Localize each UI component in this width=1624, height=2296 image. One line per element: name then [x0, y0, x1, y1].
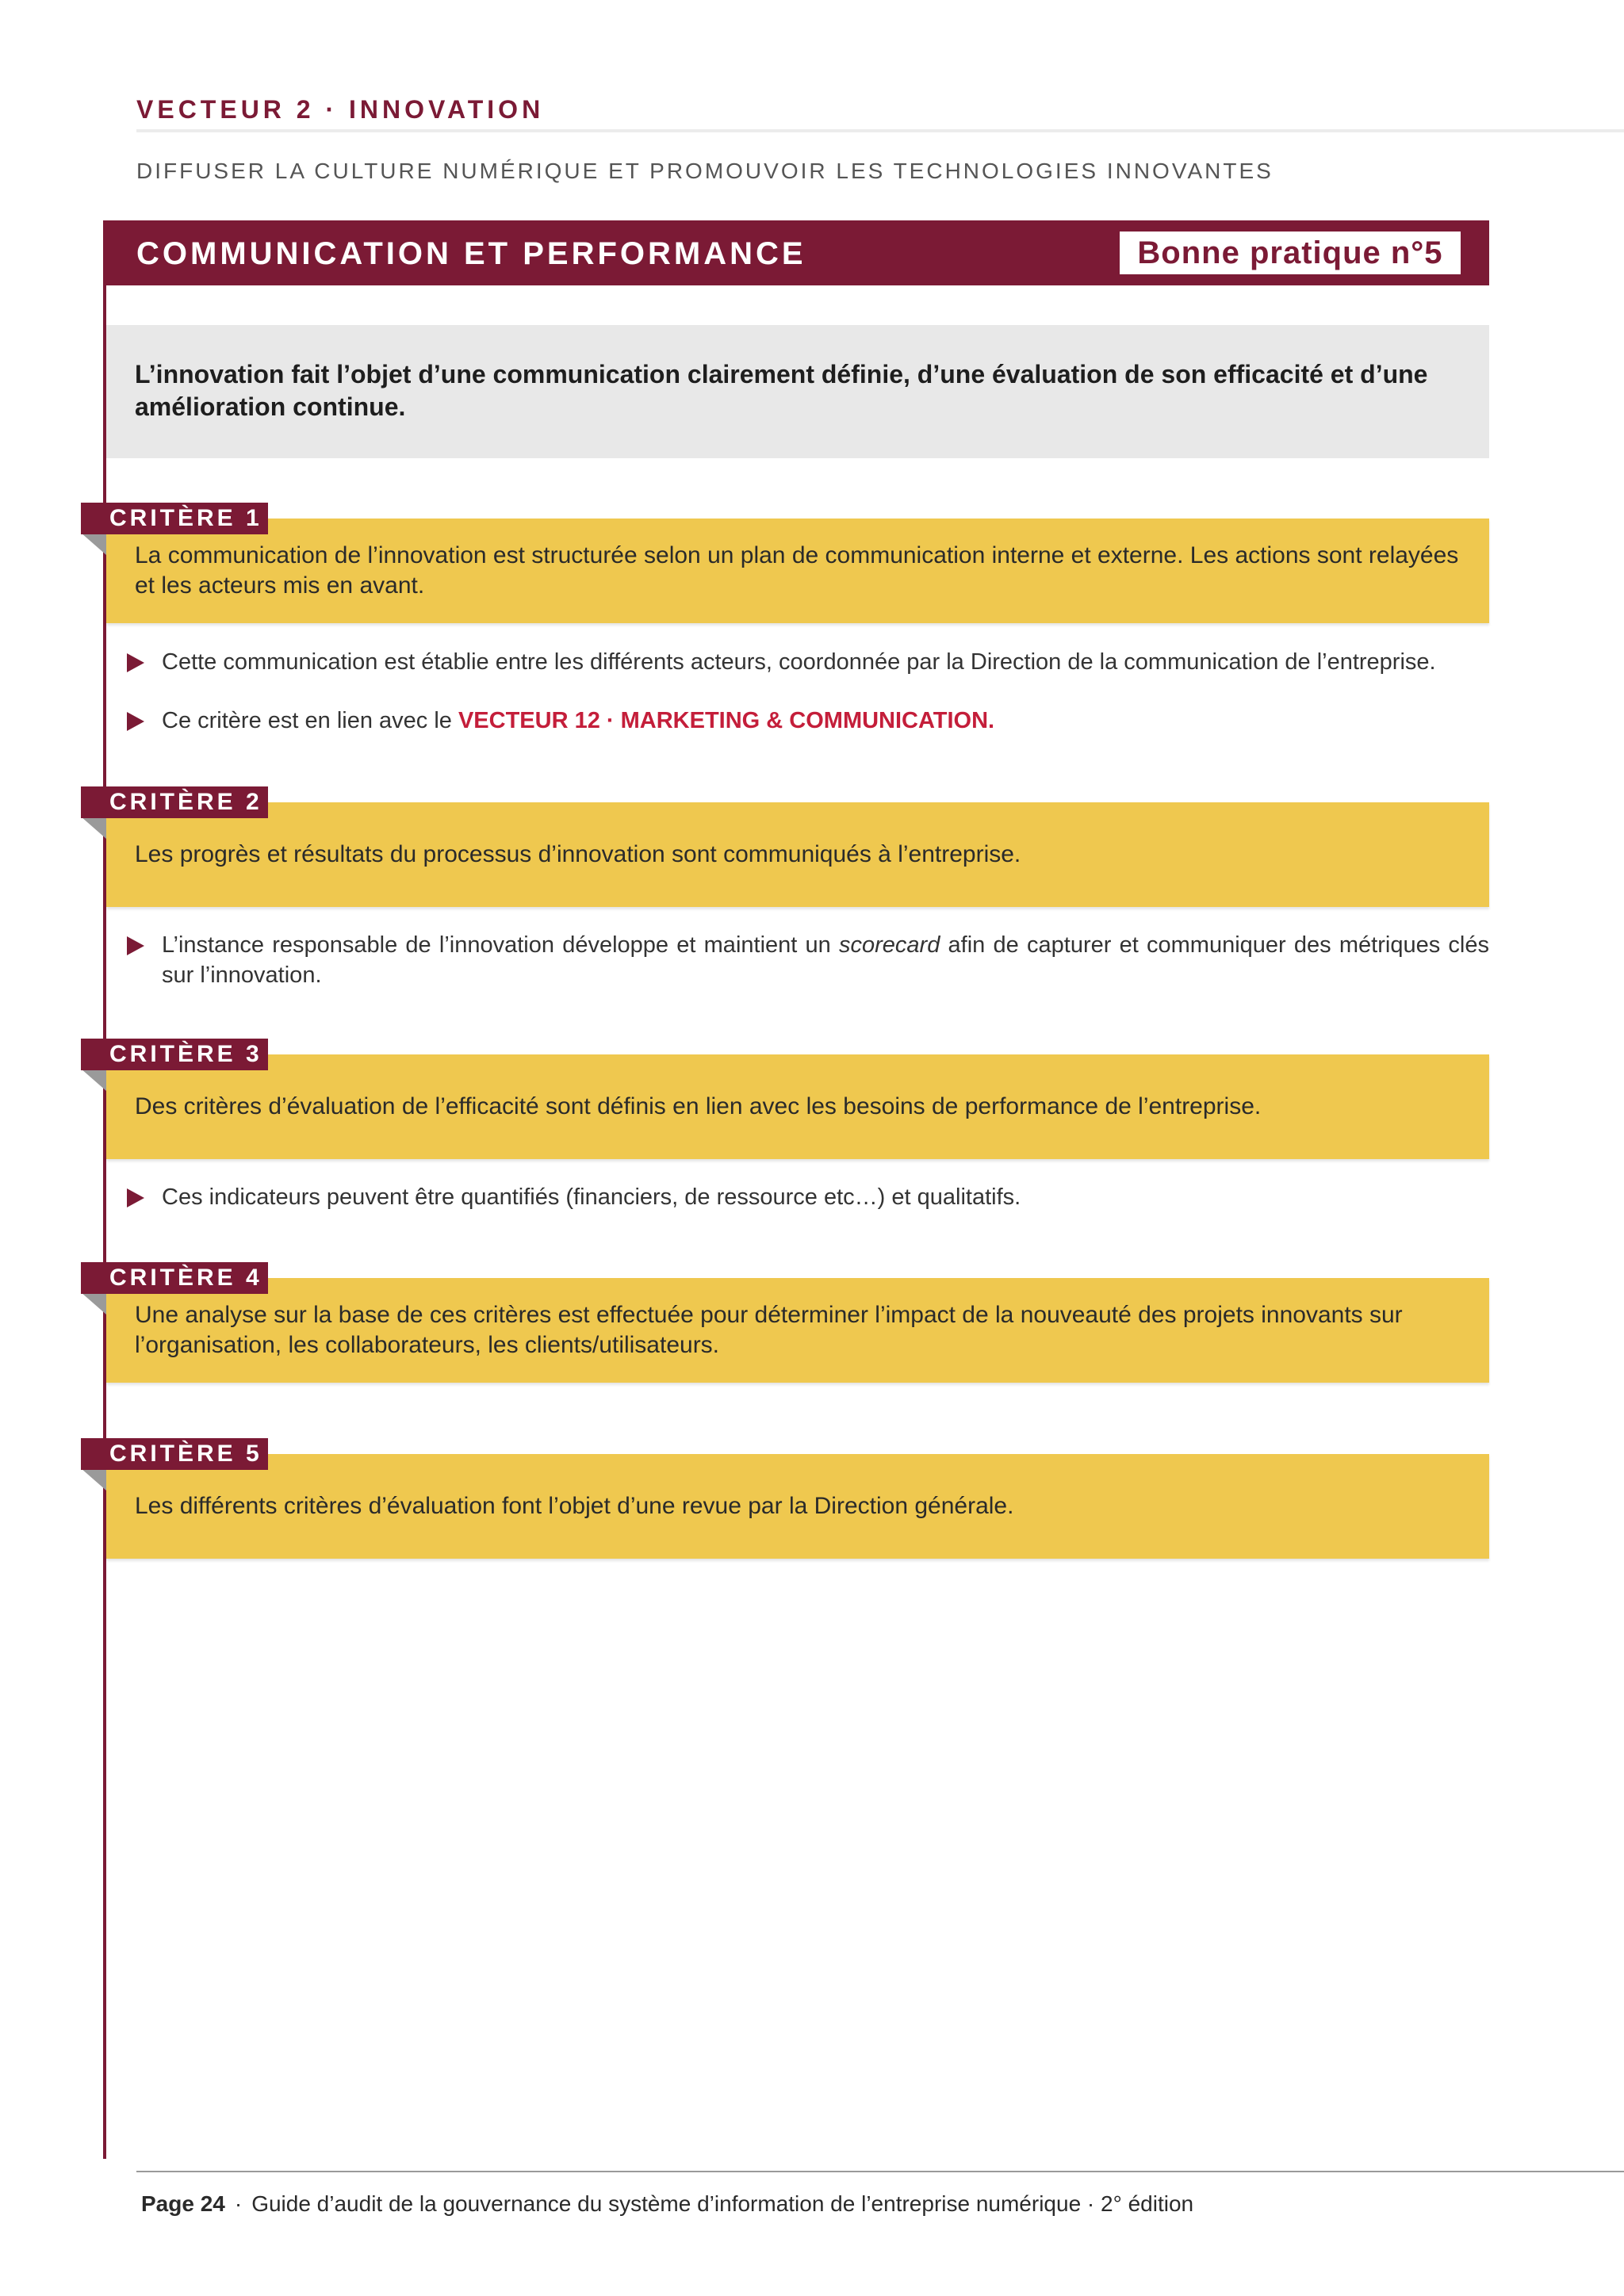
page-footer: [141, 2191, 1193, 2217]
criterion-2-bullet-1: [127, 930, 1489, 990]
header-divider: [136, 129, 1624, 132]
vecteur-12-link[interactable]: VECTEUR 12 · MARKETING & COMMUNICATION.: [458, 708, 995, 733]
criterion-tab-fold: [81, 817, 106, 839]
triangle-bullet-icon: [127, 1188, 144, 1207]
criterion-tab-fold: [81, 1069, 106, 1091]
section-title: VECTEUR 2 · INNOVATION: [136, 95, 545, 124]
criterion-1-text: La communication de l’innovation est structurée selon un plan de communication interne et externe. Les actions sont relayées et les acteurs mis en avant.: [135, 542, 1459, 599]
criterion-1-bullet-1: Cette communication est établie entre les différents acteurs, coordonnée par la Direction de la communication de l’entreprise.: [127, 647, 1489, 677]
criterion-3-text: Des critères d’évaluation de l’efficacité sont définis en lien avec les besoins de performance de l’entreprise.: [135, 1093, 1262, 1119]
criterion-3-bullet-1: Ces indicateurs peuvent être quantifiés (financiers, de ressource etc…) et qualitatifs.: [127, 1182, 1489, 1212]
practice-statement: L’innovation fait l’objet d’une communication clairement définie, d’une évaluation de son efficacité et d’une amélioration continue.: [135, 360, 1428, 421]
criterion-3-box: [106, 1054, 1489, 1159]
criterion-1-box: [106, 519, 1489, 623]
criterion-5-label: CRITÈRE 5: [81, 1438, 268, 1470]
criterion-tab-fold: [81, 1468, 106, 1490]
triangle-bullet-icon: [127, 653, 144, 672]
criterion-3-label: CRITÈRE 3: [81, 1039, 268, 1070]
criterion-tab-fold: [81, 533, 106, 555]
criterion-4-box: [106, 1278, 1489, 1383]
criterion-1-label: CRITÈRE 1: [81, 503, 268, 534]
scorecard-term: scorecard: [839, 932, 940, 958]
criterion-5-text: Les différents critères d’évaluation font l’objet d’une revue par la Direction générale.: [135, 1493, 1014, 1519]
page-number: Page 24: [141, 2191, 225, 2216]
criterion-2-box: [106, 802, 1489, 907]
criterion-1-bullet-2: [127, 706, 1489, 736]
practice-statement-box: [106, 325, 1489, 458]
criterion-2-text: Les progrès et résultats du processus d’innovation sont communiqués à l’entreprise.: [135, 841, 1021, 867]
link-bullet-prefix: Ce critère est en lien avec le: [162, 708, 458, 733]
triangle-bullet-icon: [127, 712, 144, 731]
criterion-4-label: CRITÈRE 4: [81, 1262, 268, 1294]
criterion-2-label: CRITÈRE 2: [81, 786, 268, 818]
practice-number-badge: [1120, 232, 1461, 274]
bullet-text-before: L’instance responsable de l’innovation développe et maintient un: [162, 932, 840, 958]
bullet-text-after: afin de capturer et communiquer des métriques clés sur l’innovation.: [162, 932, 1489, 988]
criterion-4-text: Une analyse sur la base de ces critères est effectuée pour déterminer l’impact de la nouveauté des projets innovants sur l’organisation, les collaborateurs, les clients/utilisateurs.: [135, 1302, 1403, 1358]
section-subtitle: DIFFUSER LA CULTURE NUMÉRIQUE ET PROMOUVOIR LES TECHNOLOGIES INNOVANTES: [136, 159, 1274, 183]
practice-number: Bonne pratique n°5: [1137, 235, 1443, 270]
footer-divider: [136, 2171, 1624, 2172]
practice-title: COMMUNICATION ET PERFORMANCE: [136, 236, 806, 271]
guide-title: Guide d’audit de la gouvernance du système d’information de l’entreprise numérique · 2° édition: [251, 2191, 1194, 2216]
criterion-tab-fold: [81, 1292, 106, 1314]
triangle-bullet-icon: [127, 936, 144, 955]
criterion-5-box: [106, 1454, 1489, 1559]
footer-separator: ·: [234, 2191, 243, 2216]
